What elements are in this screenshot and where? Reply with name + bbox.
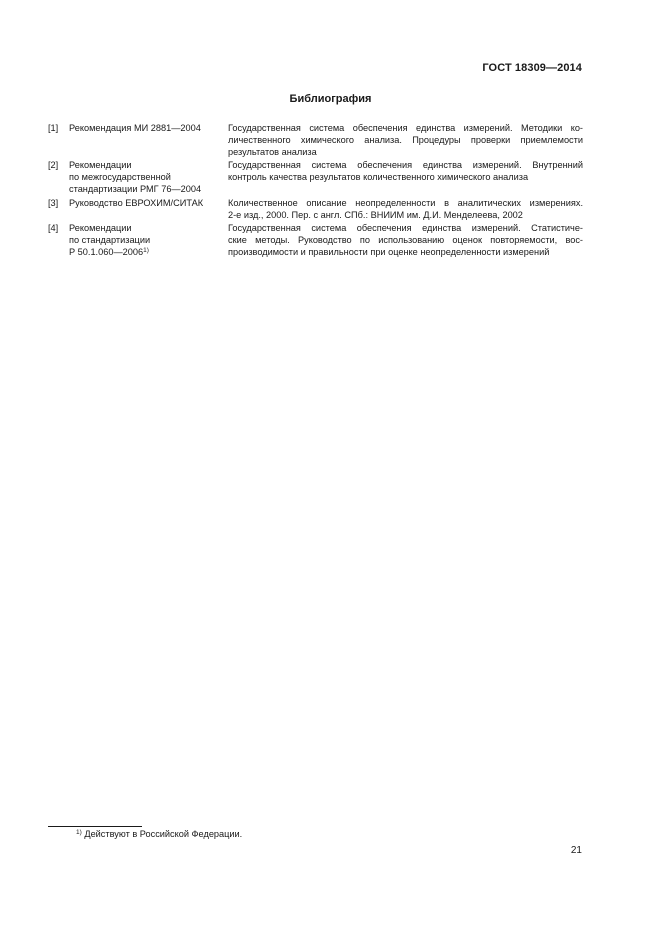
entry-reference — [69, 122, 228, 158]
entry-reference-text: Руководство ЕВРОХИМ/СИТАК — [69, 197, 204, 208]
footnote-text: Действуют в Российской Федерации. — [84, 829, 243, 839]
entry-reference — [69, 222, 228, 258]
footnote-divider — [48, 826, 142, 827]
entry-reference-text: Рекомендации по межгосударственной стандартизации РМГ 76—2004 — [69, 160, 202, 195]
description-line: Государственная система обеспечения единства измерений. Статистиче- — [228, 222, 583, 233]
document-code: ГОСТ 18309—2014 — [482, 62, 582, 74]
footnote-marker: 1) — [76, 829, 82, 836]
description-line: 2-е изд., 2000. Пер. с англ. СПб.: ВНИИМ им. Д.И. Менделеева, 2002 — [228, 209, 523, 220]
description-line: личественного химического анализа. Процедуры проверки приемлемости — [228, 135, 583, 146]
entry-description — [228, 159, 583, 195]
entry-description — [228, 197, 583, 221]
entry-number: [4] — [48, 222, 59, 233]
entry-reference-text: Рекомендация МИ 2881—2004 — [69, 123, 201, 133]
entry-description — [228, 222, 583, 258]
entry-reference-text: Рекомендации по стандартизации Р 50.1.060—2006 — [69, 222, 151, 257]
description-line: ские методы. Руководство по использованию оценок повторяемости, вос- — [228, 234, 583, 245]
entry-description — [228, 122, 583, 158]
description-line: Государственная система обеспечения единства измерений. Внутренний — [228, 160, 583, 171]
entry-reference — [69, 197, 228, 221]
footnote-marker: 1) — [143, 246, 149, 254]
bibliography-entry — [48, 122, 583, 158]
description-line: результатов анализа — [228, 147, 317, 158]
entry-number: [3] — [48, 197, 59, 208]
bibliography-entry — [48, 159, 583, 195]
description-line: производимости и правильности при оценке неопределенности измерений — [228, 246, 550, 257]
description-line: Количественное описание неопределенности в аналитических измерениях. — [228, 197, 583, 208]
entry-number: [2] — [48, 160, 59, 171]
description-line: Государственная система обеспечения единства измерений. Методики ко- — [228, 123, 583, 133]
page-number: 21 — [570, 845, 582, 856]
entry-number: [1] — [48, 123, 59, 133]
description-line: контроль качества результатов количественного химического анализа — [228, 172, 529, 183]
bibliography-list — [48, 122, 583, 259]
bibliography-title: Библиография — [289, 93, 372, 105]
footnote — [76, 829, 242, 839]
bibliography-entry — [48, 197, 583, 221]
entry-reference — [69, 159, 228, 195]
bibliography-entry — [48, 222, 583, 258]
